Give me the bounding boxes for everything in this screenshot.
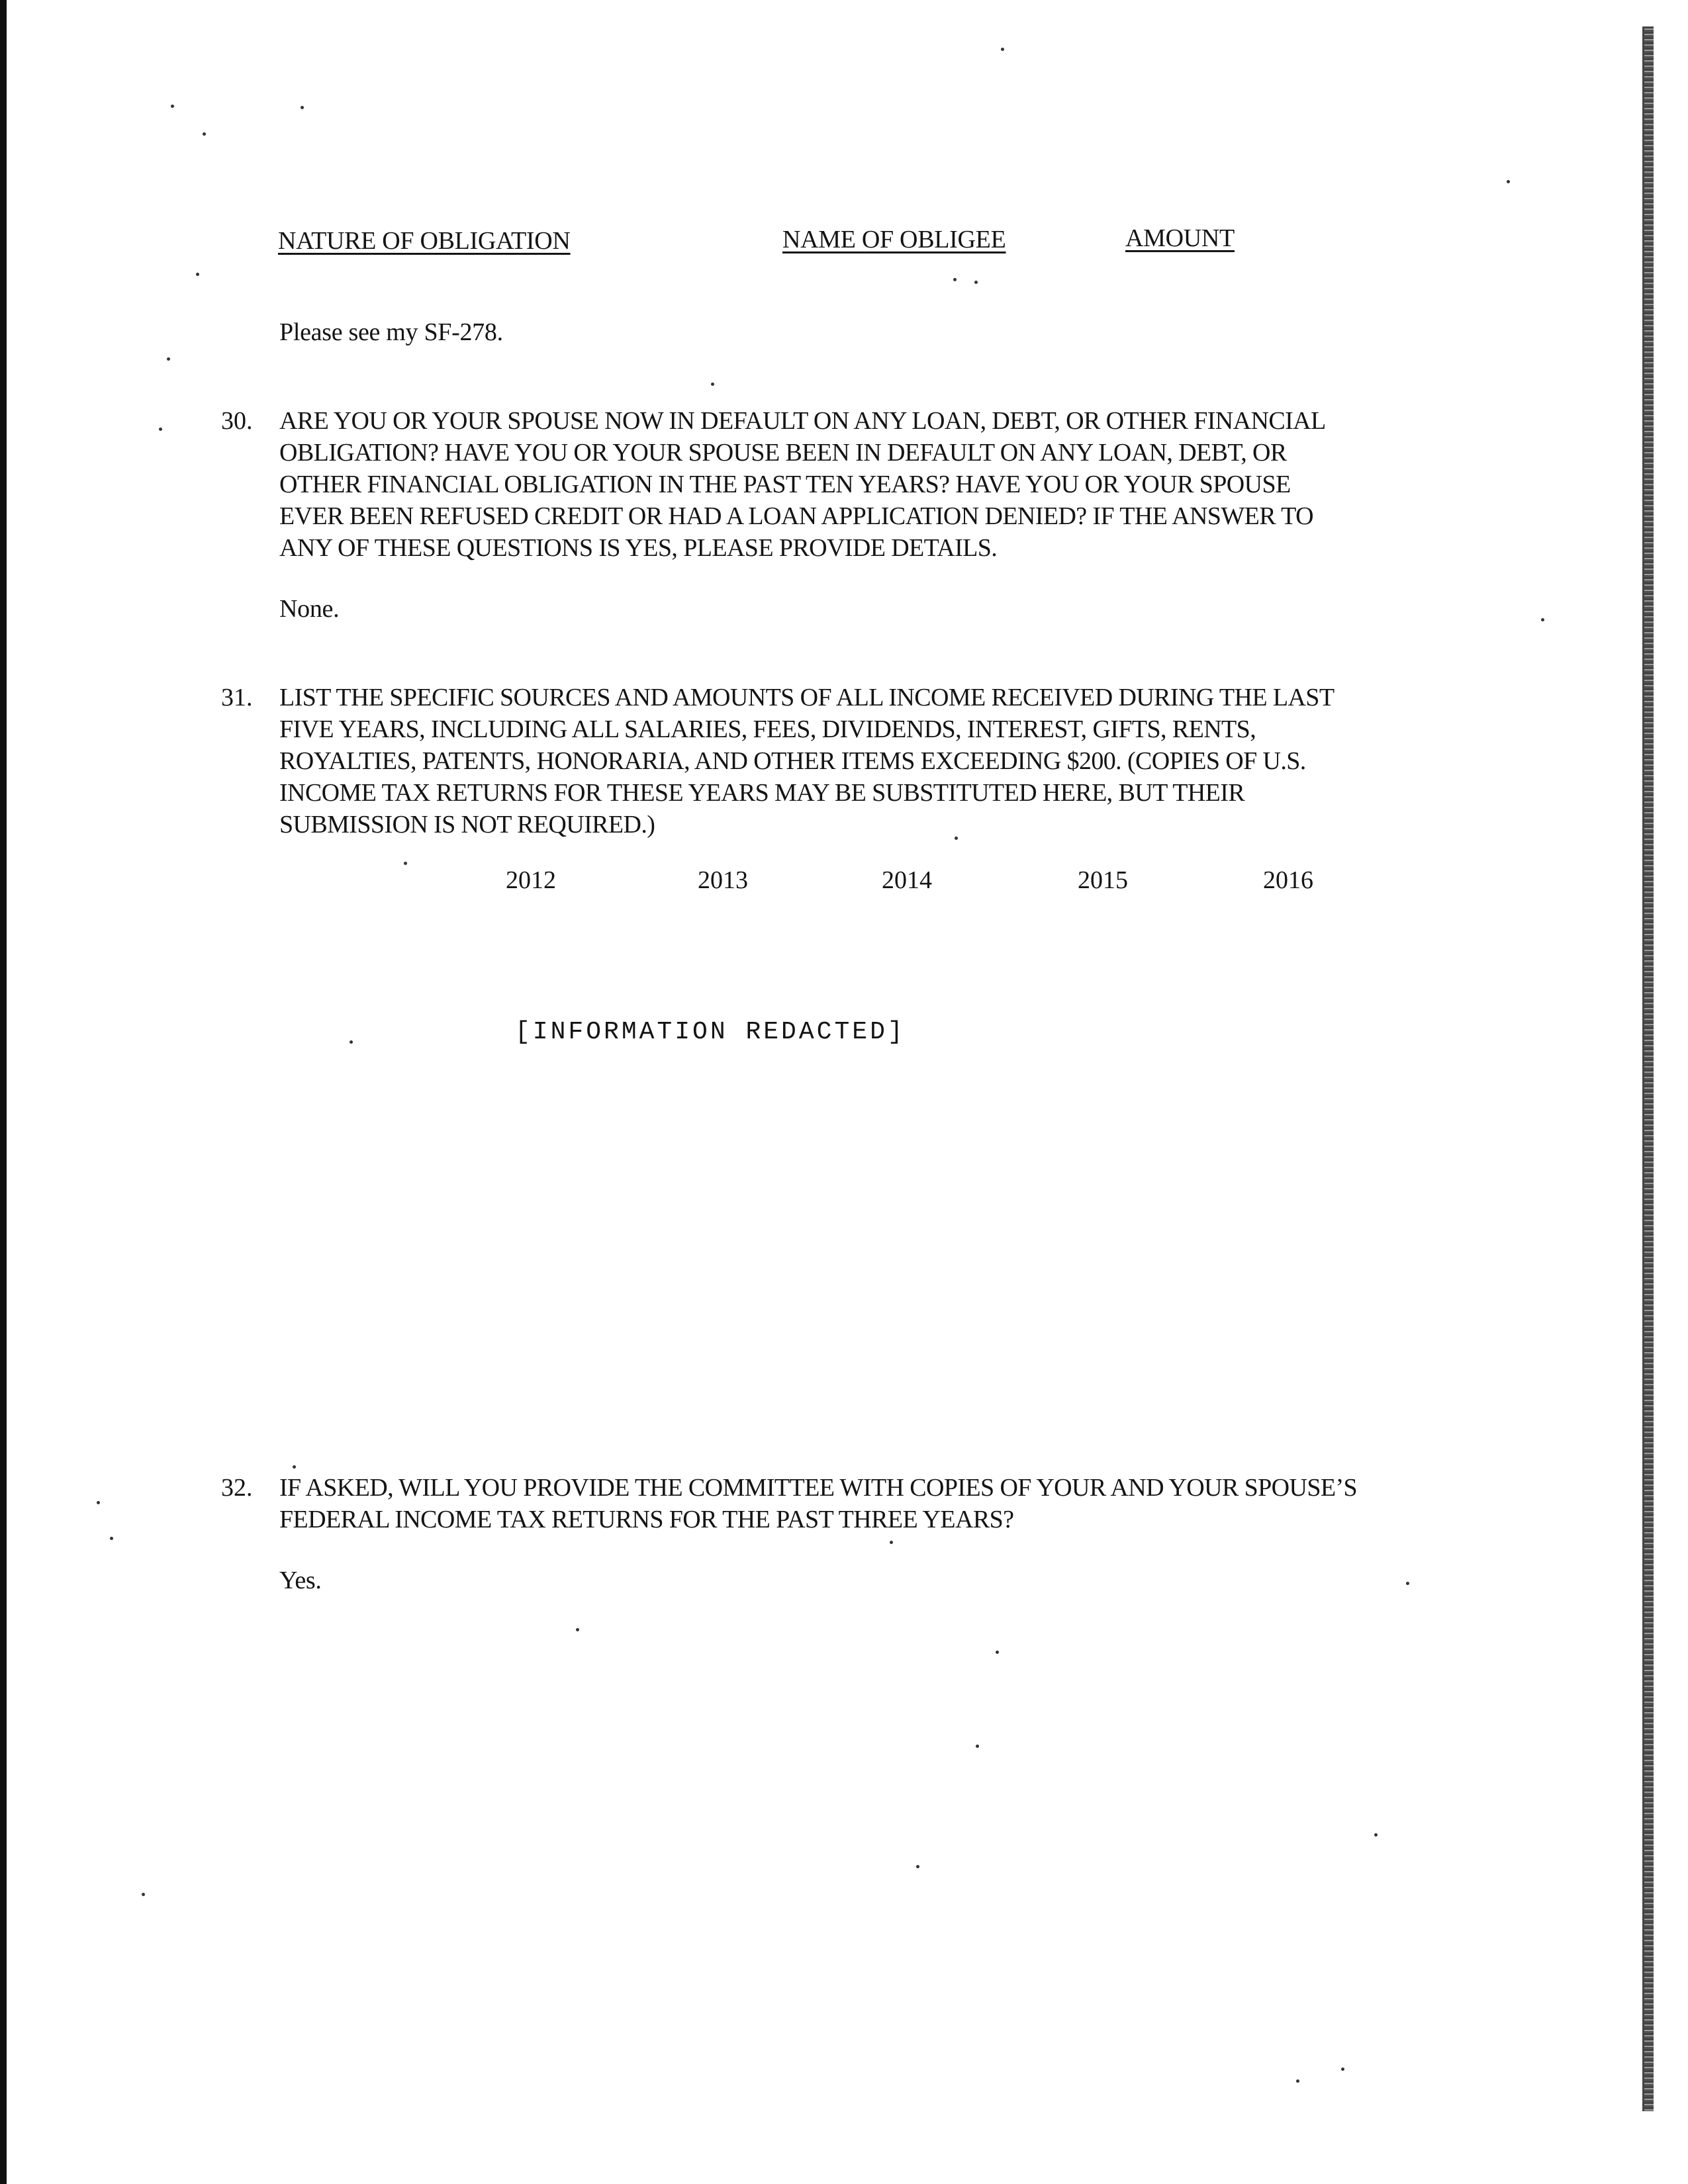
- scan-speck: [301, 106, 304, 109]
- header-name-of-obligee: NAME OF OBLIGEE: [782, 226, 1006, 253]
- question-31-line: LIST THE SPECIFIC SOURCES AND AMOUNTS OF ALL INCOME RECEIVED DURING THE LAST: [279, 684, 1335, 711]
- answer-obligations: Please see my SF-278.: [279, 318, 503, 346]
- scan-speck: [203, 132, 206, 136]
- income-year-column: 2013: [698, 866, 748, 894]
- scan-edge-left: [0, 0, 7, 2184]
- question-30-number: 30.: [221, 407, 253, 435]
- question-30-line: OBLIGATION? HAVE YOU OR YOUR SPOUSE BEEN IN DEFAULT ON ANY LOAN, DEBT, OR: [279, 439, 1287, 467]
- scan-speck: [167, 357, 170, 361]
- scan-edge-right: [1644, 26, 1654, 2111]
- header-amount: AMOUNT: [1125, 224, 1235, 252]
- scan-speck: [1296, 2079, 1299, 2083]
- answer-30: None.: [279, 595, 340, 623]
- header-nature-of-obligation: NATURE OF OBLIGATION: [278, 227, 571, 255]
- question-31-line: ROYALTIES, PATENTS, HONORARIA, AND OTHER ITEMS EXCEEDING $200. (COPIES OF U.S.: [279, 747, 1306, 775]
- question-30-text: [279, 405, 1326, 564]
- question-31-line: FIVE YEARS, INCLUDING ALL SALARIES, FEES, DIVIDENDS, INTEREST, GIFTS, RENTS,: [279, 715, 1256, 743]
- scan-speck: [350, 1040, 353, 1044]
- scan-speck: [159, 428, 162, 431]
- scan-speck: [97, 1501, 100, 1504]
- income-year-column: 2016: [1263, 866, 1313, 894]
- income-year-column: 2014: [882, 866, 932, 894]
- question-32-text: [279, 1472, 1357, 1535]
- question-30-line: ARE YOU OR YOUR SPOUSE NOW IN DEFAULT ON ANY LOAN, DEBT, OR OTHER FINANCIAL: [279, 407, 1326, 435]
- question-31-number: 31.: [221, 684, 253, 711]
- question-32-number: 32.: [221, 1474, 253, 1502]
- question-31-line: SUBMISSION IS NOT REQUIRED.): [279, 811, 655, 839]
- scan-speck: [1374, 1833, 1378, 1837]
- scan-speck: [576, 1628, 579, 1631]
- question-32-line: IF ASKED, WILL YOU PROVIDE THE COMMITTEE WITH COPIES OF YOUR AND YOUR SPOUSE’S: [279, 1474, 1358, 1502]
- scan-speck: [976, 1745, 979, 1748]
- scan-speck: [955, 837, 958, 840]
- scan-speck: [404, 862, 407, 865]
- scan-speck: [890, 1541, 893, 1544]
- scan-speck: [171, 105, 174, 108]
- question-31-line: INCOME TAX RETURNS FOR THESE YEARS MAY BE SUBSTITUTED HERE, BUT THEIR: [279, 779, 1245, 807]
- income-year-column: 2012: [506, 866, 556, 894]
- scan-speck: [1001, 48, 1004, 51]
- scan-speck: [142, 1893, 145, 1896]
- scan-speck: [996, 1651, 999, 1654]
- scan-speck: [711, 383, 714, 386]
- scan-speck: [1541, 618, 1544, 621]
- answer-32: Yes.: [279, 1567, 322, 1594]
- question-32-line: FEDERAL INCOME TAX RETURNS FOR THE PAST THREE YEARS?: [279, 1506, 1014, 1533]
- scan-speck: [293, 1465, 296, 1469]
- scan-speck: [110, 1537, 113, 1540]
- scan-speck: [916, 1865, 919, 1868]
- question-30-line: OTHER FINANCIAL OBLIGATION IN THE PAST TEN YEARS? HAVE YOU OR YOUR SPOUSE: [279, 471, 1291, 498]
- scan-speck: [974, 281, 978, 284]
- scan-speck: [196, 273, 199, 276]
- scan-speck: [953, 278, 957, 281]
- scan-speck: [1507, 180, 1510, 183]
- redaction-notice: [INFORMATION REDACTED]: [515, 1018, 906, 1046]
- scan-speck: [1341, 2068, 1344, 2071]
- question-30-line: EVER BEEN REFUSED CREDIT OR HAD A LOAN APPLICATION DENIED? IF THE ANSWER TO: [279, 502, 1313, 530]
- scan-speck: [1406, 1582, 1409, 1585]
- question-31-text: [279, 682, 1334, 841]
- question-30-line: ANY OF THESE QUESTIONS IS YES, PLEASE PROVIDE DETAILS.: [279, 534, 998, 562]
- income-year-column: 2015: [1078, 866, 1128, 894]
